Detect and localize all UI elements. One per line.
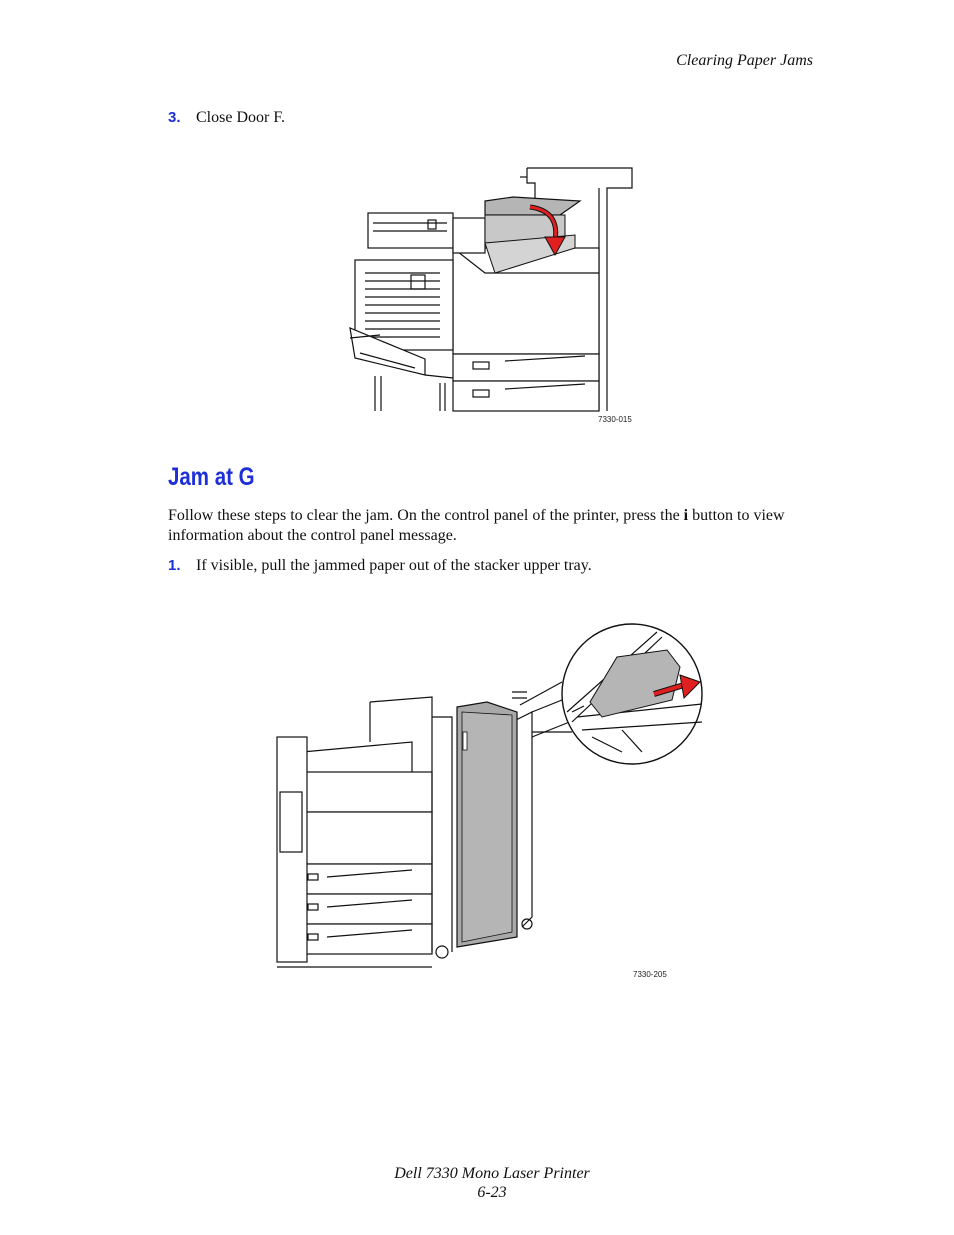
footer-product: Dell 7330 Mono Laser Printer: [394, 1165, 590, 1182]
stacker-jam-illustration: [272, 612, 712, 972]
section-heading: Jam at G: [168, 463, 255, 491]
running-header: Clearing Paper Jams: [676, 52, 813, 69]
figure-code: 7330-205: [633, 970, 667, 979]
step-number: 1.: [168, 557, 181, 574]
step-text: If visible, pull the jammed paper out of the stacker upper tray.: [196, 557, 592, 574]
step-text: Close Door F.: [196, 109, 285, 126]
figure-code: 7330-015: [598, 415, 632, 424]
page-footer: [0, 1164, 954, 1202]
footer-page-number: 6-23: [477, 1184, 507, 1201]
info-button-label: i: [683, 507, 689, 524]
step-number: 3.: [168, 109, 181, 126]
intro-paragraph: Follow these steps to clear the jam. On the control panel of the printer, press the i button to view information about the control panel message.: [168, 507, 785, 544]
printer-door-f-illustration: [345, 163, 640, 413]
